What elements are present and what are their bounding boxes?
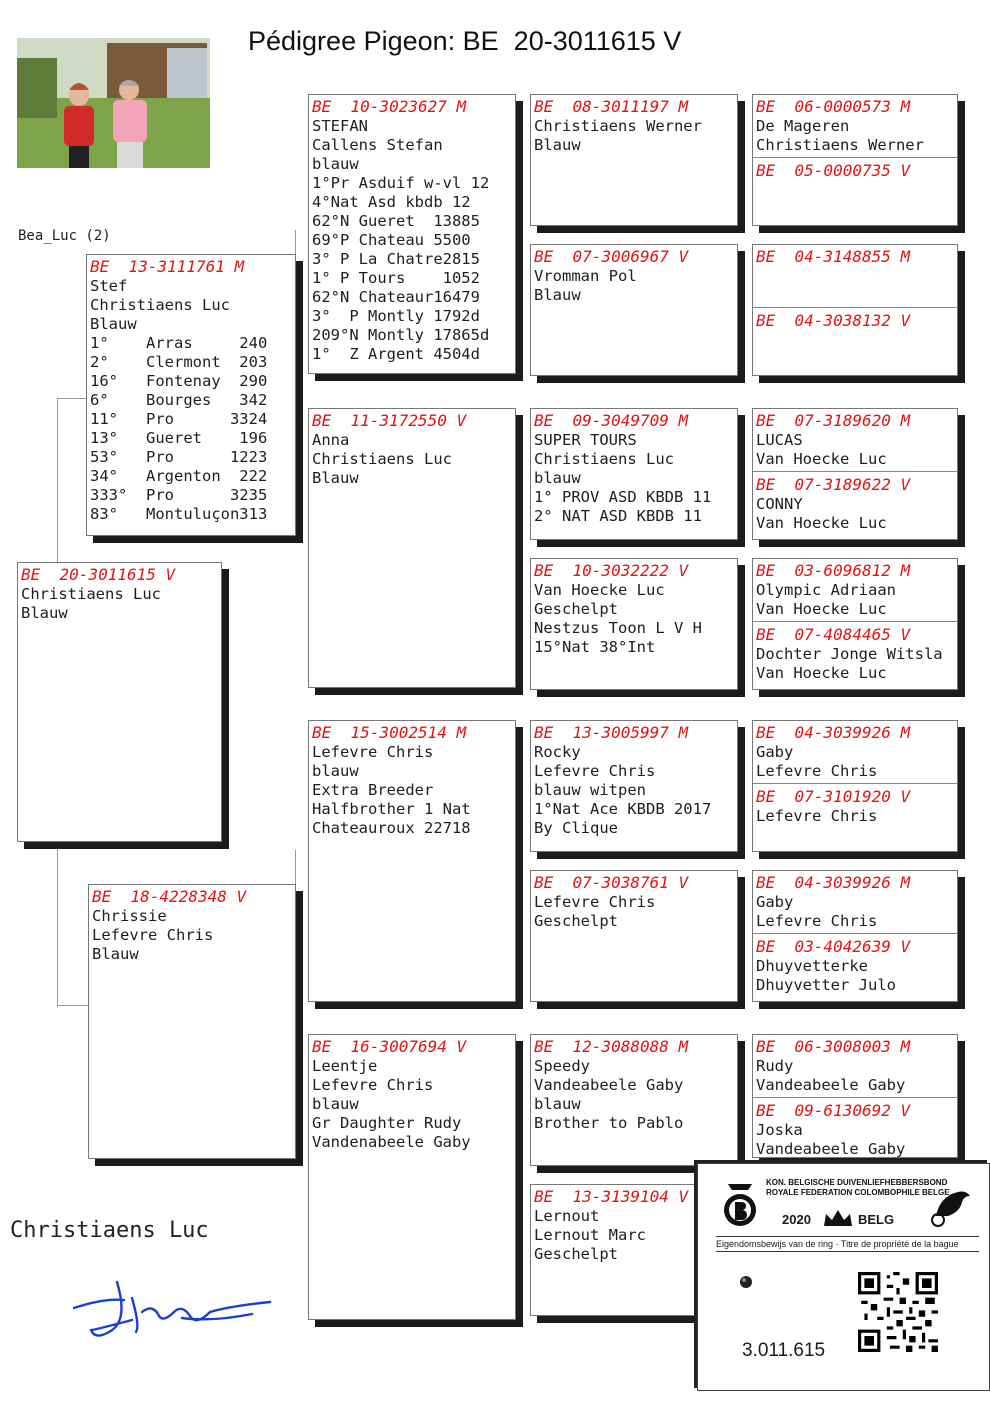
- mother-father-box: BE 15-3002514 M Lefevre Chris blauw Extra Breeder Halfbrother 1 Nat Chateauroux 22718: [308, 720, 516, 1002]
- ring-number: BE 08-3011197 M: [534, 97, 689, 116]
- ring-number: BE 12-3088088 M: [534, 1037, 689, 1056]
- ring-number: BE 13-3111761 M: [90, 257, 245, 276]
- ring-number: BE 20-3011615 V: [21, 565, 176, 584]
- gen3-box-5: BE 13-3005997 M Rocky Lefevre Chris blauw witpen 1°Nat Ace KBDB 2017 By Clique: [530, 720, 738, 852]
- pigeon-logo: [926, 1176, 976, 1228]
- father-mother-box: BE 11-3172550 V Anna Christiaens Luc Blauw: [308, 408, 516, 688]
- gen4-pair-6: BE 04-3039926 M Gaby Lefevre Chris BE 03-4042639 V Dhuyvetterke Dhuyvetter Julo: [752, 870, 958, 1002]
- card-country: BELG: [858, 1212, 895, 1227]
- gen4-pair-5: BE 04-3039926 M Gaby Lefevre Chris BE 07-3101920 V Lefevre Chris: [752, 720, 958, 852]
- ring-number: BE 04-3148855 M: [756, 247, 911, 266]
- signature: [62, 1268, 282, 1352]
- subject-pigeon-box: [17, 562, 222, 842]
- ring-number: BE 15-3002514 M: [312, 723, 467, 742]
- ring-number: BE 03-4042639 V: [756, 937, 911, 956]
- gen4-pair-3: BE 07-3189620 M LUCAS Van Hoecke Luc BE 07-3189622 V CONNY Van Hoecke Luc: [752, 408, 958, 540]
- ring-number: BE 07-4084465 V: [756, 625, 911, 644]
- gen3-box-8: BE 13-3139104 V Lernout Lernout Marc Geschelpt: [530, 1184, 696, 1316]
- owner-photo: [17, 38, 210, 168]
- ring-number: BE 07-3101920 V: [756, 787, 911, 806]
- ring-number: BE 13-3139104 V: [534, 1187, 689, 1206]
- ring-number: BE 07-3189620 M: [756, 411, 911, 430]
- ring-number: BE 04-3039926 M: [756, 723, 911, 742]
- ring-number: BE 06-0000573 M: [756, 97, 911, 116]
- father-father-box: BE 10-3023627 M STEFAN Callens Stefan blauw 1°Pr Asduif w-vl 12 4°Nat Asd kbdb 12 62°N Gueret 13885 69°P Chateau 5500 3° P La Chatre2815 1° P Tours 1052 62°N Chateaur16479 3° P Montly 1792d 209°N Montly 17865d 1° Z Argent 4504d: [308, 94, 516, 374]
- ring-number: BE 07-3189622 V: [756, 475, 911, 494]
- gen4-pair-2: [752, 244, 958, 376]
- ring-number: BE 13-3005997 M: [534, 723, 689, 742]
- qr-code: [858, 1272, 938, 1352]
- gen3-box-6: BE 07-3038761 V Lefevre Chris Geschelpt: [530, 870, 738, 1002]
- gen4-pair-1: BE 06-0000573 M De Mageren Christiaens Werner BE 05-0000735 V: [752, 94, 958, 226]
- ring-number: BE 09-3049709 M: [534, 411, 689, 430]
- ring-number: BE 16-3007694 V: [312, 1037, 467, 1056]
- gen3-box-7: BE 12-3088088 M Speedy Vandeabeele Gaby blauw Brother to Pablo: [530, 1034, 738, 1166]
- ring-number: BE 18-4228348 V: [92, 887, 247, 906]
- ring-number: BE 07-3038761 V: [534, 873, 689, 892]
- card-year: 2020: [782, 1212, 811, 1227]
- gen3-box-3: BE 09-3049709 M SUPER TOURS Christiaens Luc blauw 1° PROV ASD KBDB 11 2° NAT ASD KBDB 11: [530, 408, 738, 540]
- gen3-box-2: BE 07-3006967 V Vromman Pol Blauw: [530, 244, 738, 376]
- gen4-pair-7: BE 06-3008003 M Rudy Vandeabeele Gaby BE 09-6130692 V Joska Vandeabeele Gaby: [752, 1034, 958, 1158]
- ring-number: BE 06-3008003 M: [756, 1037, 911, 1056]
- gen4-pair-4: BE 03-6096812 M Olympic Adriaan Van Hoecke Luc BE 07-4084465 V Dochter Jonge Witsla Van Hoecke Luc: [752, 558, 958, 690]
- ring-number: BE 05-0000735 V: [756, 161, 911, 180]
- ring-number: BE 07-3006967 V: [534, 247, 689, 266]
- federation-logo: [720, 1178, 760, 1234]
- ring-number: BE 11-3172550 V: [312, 411, 467, 430]
- ring-number: BE 04-3039926 M: [756, 873, 911, 892]
- card-title: Eigendomsbewijs van de ring · Titre de propriété de la bague: [716, 1236, 979, 1252]
- color: Blauw: [21, 604, 68, 622]
- ring-number: BE 09-6130692 V: [756, 1101, 911, 1120]
- gen3-box-4: BE 10-3032222 V Van Hoecke Luc Geschelpt Nestzus Toon L V H 15°Nat 38°Int: [530, 558, 738, 690]
- owner-name: Christiaens Luc: [21, 585, 161, 603]
- ring-number: BE 04-3038132 V: [756, 311, 911, 330]
- ring-number: BE 03-6096812 M: [756, 561, 911, 580]
- ring-number: BE 10-3032222 V: [534, 561, 689, 580]
- crown-icon: [822, 1208, 854, 1230]
- breeder-name: Christiaens Luc: [10, 1218, 209, 1243]
- card-ring-number: 3.011.615: [742, 1340, 826, 1361]
- ring-ownership-card: KON. BELGISCHE DUIVENLIEFHEBBERSBOND ROYALE FEDERATION COLOMBOPHILE BELGE 2020 BELG Eigendomsbewijs van de ring · Titre de propriété de la bague 3.011.615: [697, 1163, 990, 1391]
- mother-box: BE 18-4228348 V Chrissie Lefevre Chris Blauw: [88, 884, 296, 1159]
- gen3-box-1: BE 08-3011197 M Christiaens Werner Blauw: [530, 94, 738, 226]
- owner-tag: Bea_Luc (2): [18, 228, 111, 244]
- page-title: Pédigree Pigeon: BE 20-3011615 V: [248, 26, 682, 56]
- mother-mother-box: BE 16-3007694 V Leentje Lefevre Chris blauw Gr Daughter Rudy Vandenabeele Gaby: [308, 1034, 516, 1320]
- hologram-dot: [738, 1274, 754, 1290]
- father-box: BE 13-3111761 M Stef Christiaens Luc Blauw 1° Arras 240 2° Clermont 203 16° Fontenay 290 6° Bourges 342 11° Pro 3324 13° Gueret 196 53° Pro 1223 34° Argenton 222 333° Pro 3235 83° Montuluçon313: [86, 254, 296, 536]
- ring-number: BE 10-3023627 M: [312, 97, 467, 116]
